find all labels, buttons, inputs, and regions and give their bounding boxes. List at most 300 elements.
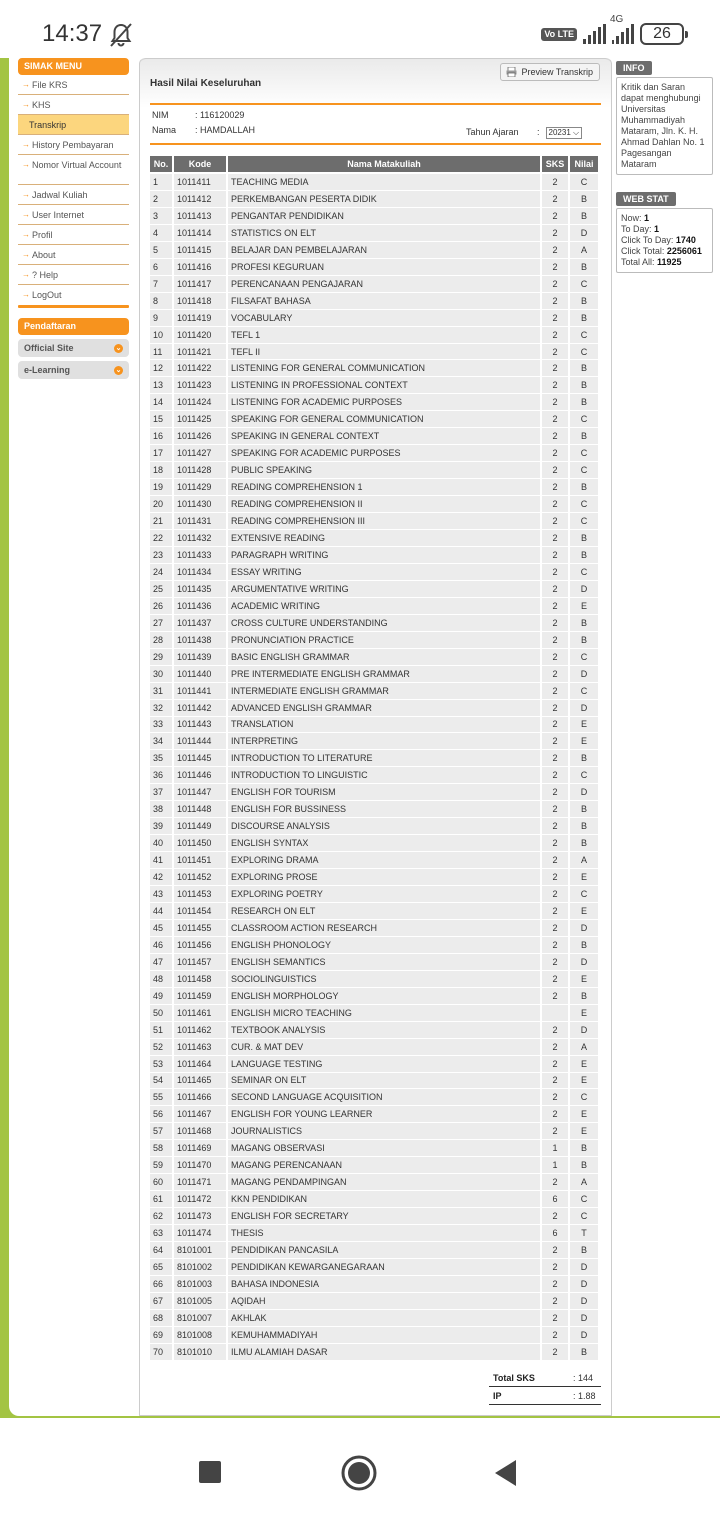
sidebar-item-label: KHS	[32, 100, 51, 110]
cell-sks: 2	[542, 632, 568, 649]
tahun-ajaran-select[interactable]: 20231 ⌵	[546, 127, 583, 139]
cell-sks: 6	[542, 1225, 568, 1242]
cell-nilai: B	[570, 835, 598, 852]
student-info	[152, 110, 255, 140]
table-row	[150, 1310, 598, 1327]
cell-nilai: E	[570, 598, 598, 615]
cell-sks: 2	[542, 191, 568, 208]
cell-kode: 1011428	[174, 462, 226, 479]
cell-kode: 1011438	[174, 632, 226, 649]
sidebar-item-label: About	[32, 250, 56, 260]
arrow-icon: →	[22, 100, 30, 109]
cell-kode: 8101007	[174, 1310, 226, 1327]
cell-kode: 1011424	[174, 394, 226, 411]
cell-no: 6	[150, 259, 172, 276]
cell-sks: 2	[542, 564, 568, 581]
cell-sks: 2	[542, 801, 568, 818]
cell-nama: MAGANG OBSERVASI	[228, 1140, 540, 1157]
cell-no: 62	[150, 1208, 172, 1225]
table-row	[150, 411, 598, 428]
volte-icon	[541, 28, 577, 41]
cell-nama: EXPLORING POETRY	[228, 886, 540, 903]
cell-no: 32	[150, 700, 172, 717]
table-row	[150, 1174, 598, 1191]
cell-sks: 2	[542, 1208, 568, 1225]
cell-no: 49	[150, 988, 172, 1005]
table-row	[150, 733, 598, 750]
home-button[interactable]	[340, 1454, 378, 1492]
sidebar-item-help[interactable]	[18, 265, 129, 285]
signal-icon-2	[612, 24, 634, 44]
cell-nilai: B	[570, 937, 598, 954]
cell-nilai: C	[570, 767, 598, 784]
arrow-icon: →	[22, 210, 30, 219]
table-row	[150, 666, 598, 683]
cell-kode: 1011417	[174, 276, 226, 293]
cell-sks: 2	[542, 1327, 568, 1344]
table-row	[150, 225, 598, 242]
cell-nilai: B	[570, 615, 598, 632]
table-row	[150, 717, 598, 734]
sidebar-item-label: Nomor Virtual Account	[32, 160, 122, 170]
cell-nama: ENGLISH MORPHOLOGY	[228, 988, 540, 1005]
cell-sks	[542, 1005, 568, 1022]
table-row	[150, 445, 598, 462]
cell-kode: 1011462	[174, 1022, 226, 1039]
cell-sks: 2	[542, 174, 568, 191]
stat-value: 2256061	[666, 246, 702, 256]
cell-no: 65	[150, 1259, 172, 1276]
cell-no: 38	[150, 801, 172, 818]
table-row	[150, 564, 598, 581]
cell-nama: ENGLISH FOR BUSSINESS	[228, 801, 540, 818]
cell-sks: 2	[542, 1106, 568, 1123]
cell-no: 40	[150, 835, 172, 852]
cell-no: 18	[150, 462, 172, 479]
cell-nilai: B	[570, 1242, 598, 1259]
cell-nilai: B	[570, 191, 598, 208]
cell-sks: 2	[542, 1022, 568, 1039]
stat-value: 1740	[675, 235, 696, 245]
cell-nama: VOCABULARY	[228, 310, 540, 327]
table-row	[150, 784, 598, 801]
battery-icon	[640, 23, 684, 45]
cell-kode: 1011454	[174, 903, 226, 920]
cell-nama: SECOND LANGUAGE ACQUISITION	[228, 1089, 540, 1106]
cell-nama: PENGANTAR PENDIDIKAN	[228, 208, 540, 225]
cell-nilai: B	[570, 530, 598, 547]
cell-sks: 2	[542, 649, 568, 666]
cell-nama: MAGANG PENDAMPINGAN	[228, 1174, 540, 1191]
cell-nama: DISCOURSE ANALYSIS	[228, 818, 540, 835]
cell-nama: INTERMEDIATE ENGLISH GRAMMAR	[228, 683, 540, 700]
table-row	[150, 954, 598, 971]
cell-nilai: E	[570, 869, 598, 886]
status-icons	[541, 14, 684, 48]
cell-nilai: E	[570, 1005, 598, 1022]
cell-nilai: E	[570, 1056, 598, 1073]
cell-nama: READING COMPREHENSION II	[228, 496, 540, 513]
cell-kode: 1011455	[174, 920, 226, 937]
cell-kode: 1011458	[174, 971, 226, 988]
cell-no: 29	[150, 649, 172, 666]
cell-kode: 1011442	[174, 700, 226, 717]
cell-kode: 1011448	[174, 801, 226, 818]
cell-nama: AKHLAK	[228, 1310, 540, 1327]
cell-no: 31	[150, 683, 172, 700]
cell-kode: 1011435	[174, 581, 226, 598]
table-row	[150, 1089, 598, 1106]
cell-kode: 1011433	[174, 547, 226, 564]
arrow-icon: →	[22, 290, 30, 299]
sidebar-item-transkrip[interactable]	[18, 115, 129, 135]
divider	[18, 305, 129, 308]
cell-sks: 2	[542, 1123, 568, 1140]
cell-nama: TEFL II	[228, 344, 540, 361]
cell-no: 70	[150, 1344, 172, 1361]
cell-nama: SEMINAR ON ELT	[228, 1073, 540, 1090]
nama-label: Nama	[152, 125, 177, 135]
cell-sks: 2	[542, 310, 568, 327]
cell-no: 21	[150, 513, 172, 530]
chevron-down-icon: ⌄	[115, 344, 122, 352]
cell-nilai: C	[570, 411, 598, 428]
cell-kode: 1011441	[174, 683, 226, 700]
back-button[interactable]	[494, 1459, 518, 1487]
cell-nilai: E	[570, 971, 598, 988]
cell-no: 11	[150, 344, 172, 361]
cell-no: 57	[150, 1123, 172, 1140]
cell-kode: 1011418	[174, 293, 226, 310]
cell-kode: 1011412	[174, 191, 226, 208]
cell-sks: 2	[542, 886, 568, 903]
cell-no: 2	[150, 191, 172, 208]
table-row	[150, 1157, 598, 1174]
cell-nama: ACADEMIC WRITING	[228, 598, 540, 615]
table-row	[150, 1022, 598, 1039]
cell-kode: 8101001	[174, 1242, 226, 1259]
cell-no: 10	[150, 327, 172, 344]
cell-kode: 1011431	[174, 513, 226, 530]
cell-nama: AQIDAH	[228, 1293, 540, 1310]
network-signal	[610, 14, 634, 44]
battery-level: 26	[653, 25, 671, 42]
cell-no: 35	[150, 750, 172, 767]
button-label: e-Learning	[24, 365, 71, 375]
cell-nama: TEXTBOOK ANALYSIS	[228, 1022, 540, 1039]
cell-nama: KEMUHAMMADIYAH	[228, 1327, 540, 1344]
stat-total-all	[621, 257, 708, 268]
table-row	[150, 1191, 598, 1208]
cell-nilai: B	[570, 988, 598, 1005]
preview-transkrip-button[interactable]	[500, 63, 600, 81]
cell-no: 15	[150, 411, 172, 428]
cell-sks: 2	[542, 988, 568, 1005]
cell-sks: 2	[542, 411, 568, 428]
cell-no: 34	[150, 733, 172, 750]
sidebar-item-about[interactable]	[18, 245, 129, 265]
cell-nama: ENGLISH SYNTAX	[228, 835, 540, 852]
table-row	[150, 971, 598, 988]
cell-nilai: D	[570, 954, 598, 971]
cell-sks: 2	[542, 225, 568, 242]
cell-no: 39	[150, 818, 172, 835]
table-row	[150, 259, 598, 276]
sidebar-item-profil[interactable]	[18, 225, 129, 245]
stat-label: To Day:	[621, 224, 655, 234]
arrow-icon: →	[22, 80, 30, 89]
sidebar-title: SIMAK MENU	[18, 58, 129, 75]
cell-sks: 2	[542, 733, 568, 750]
cell-no: 16	[150, 428, 172, 445]
cell-sks: 2	[542, 1293, 568, 1310]
ip-label: IP	[493, 1390, 502, 1401]
cell-kode: 1011463	[174, 1039, 226, 1056]
network-type: 4G	[610, 14, 624, 25]
button-label: Official Site	[24, 343, 74, 353]
cell-nilai: D	[570, 581, 598, 598]
table-row	[150, 1276, 598, 1293]
e-learning-button[interactable]	[18, 361, 129, 379]
main-panel	[139, 58, 612, 1416]
volte-label: Vo LTE	[544, 28, 574, 39]
cell-kode: 1011450	[174, 835, 226, 852]
clock: 14:37	[42, 20, 103, 47]
cell-no: 5	[150, 242, 172, 259]
cell-kode: 1011414	[174, 225, 226, 242]
official-site-button[interactable]	[18, 339, 129, 357]
cell-kode: 1011434	[174, 564, 226, 581]
cell-sks: 2	[542, 852, 568, 869]
cell-nilai: C	[570, 462, 598, 479]
cell-sks: 2	[542, 344, 568, 361]
cell-nilai: C	[570, 174, 598, 191]
sidebar-section-pendaftaran[interactable]: Pendaftaran	[18, 318, 129, 335]
cell-nilai: D	[570, 1293, 598, 1310]
cell-no: 67	[150, 1293, 172, 1310]
cell-nama: SPEAKING FOR ACADEMIC PURPOSES	[228, 445, 540, 462]
cell-sks: 2	[542, 903, 568, 920]
cell-nama: BELAJAR DAN PEMBELAJARAN	[228, 242, 540, 259]
table-row	[150, 903, 598, 920]
cell-no: 61	[150, 1191, 172, 1208]
cell-kode: 1011421	[174, 344, 226, 361]
cell-kode: 1011461	[174, 1005, 226, 1022]
cell-nilai: C	[570, 1191, 598, 1208]
cell-sks: 2	[542, 530, 568, 547]
cell-no: 23	[150, 547, 172, 564]
table-header-row	[150, 156, 598, 174]
cell-no: 44	[150, 903, 172, 920]
recents-button[interactable]	[199, 1461, 221, 1483]
cell-nilai: D	[570, 1259, 598, 1276]
table-row	[150, 344, 598, 361]
cell-kode: 1011473	[174, 1208, 226, 1225]
cell-nilai: B	[570, 801, 598, 818]
ip-value: : 1.88	[573, 1390, 596, 1401]
cell-nama: ENGLISH SEMANTICS	[228, 954, 540, 971]
cell-no: 13	[150, 377, 172, 394]
table-row	[150, 513, 598, 530]
signal-icon	[583, 24, 606, 44]
arrow-icon: →	[22, 140, 30, 149]
divider	[150, 103, 601, 105]
notifications-off-icon	[108, 22, 134, 48]
table-row	[150, 1327, 598, 1344]
cell-sks: 2	[542, 428, 568, 445]
cell-sks: 2	[542, 1056, 568, 1073]
cell-no: 37	[150, 784, 172, 801]
cell-nama: PROFESI KEGURUAN	[228, 259, 540, 276]
cell-nilai: E	[570, 717, 598, 734]
cell-sks: 2	[542, 1276, 568, 1293]
cell-kode: 1011423	[174, 377, 226, 394]
cell-no: 60	[150, 1174, 172, 1191]
cell-sks: 2	[542, 835, 568, 852]
cell-no: 59	[150, 1157, 172, 1174]
cell-sks: 2	[542, 377, 568, 394]
cell-sks: 2	[542, 1039, 568, 1056]
cell-no: 53	[150, 1056, 172, 1073]
total-sks-row	[489, 1369, 601, 1387]
cell-no: 1	[150, 174, 172, 191]
cell-no: 25	[150, 581, 172, 598]
sidebar-item-label: LogOut	[32, 290, 62, 300]
cell-nama: ENGLISH MICRO TEACHING	[228, 1005, 540, 1022]
cell-nilai: B	[570, 310, 598, 327]
cell-nilai: C	[570, 1208, 598, 1225]
cell-nilai: C	[570, 276, 598, 293]
col-no: No.	[150, 156, 172, 174]
cell-no: 50	[150, 1005, 172, 1022]
cell-nama: INTRODUCTION TO LITERATURE	[228, 750, 540, 767]
cell-nilai: B	[570, 377, 598, 394]
sidebar-item-nomor-virtual-account[interactable]	[18, 155, 129, 185]
cell-no: 43	[150, 886, 172, 903]
cell-sks: 2	[542, 750, 568, 767]
cell-kode: 1011452	[174, 869, 226, 886]
cell-nilai: A	[570, 852, 598, 869]
cell-nama: READING COMPREHENSION III	[228, 513, 540, 530]
cell-kode: 1011432	[174, 530, 226, 547]
cell-nilai: B	[570, 428, 598, 445]
sidebar-item-user-internet[interactable]	[18, 205, 129, 225]
tahun-colon: :	[537, 127, 540, 137]
stat-value: 1	[654, 224, 660, 234]
cell-nama: BAHASA INDONESIA	[228, 1276, 540, 1293]
cell-sks: 2	[542, 954, 568, 971]
cell-no: 7	[150, 276, 172, 293]
cell-nilai: B	[570, 479, 598, 496]
table-row	[150, 1106, 598, 1123]
cell-nilai: D	[570, 784, 598, 801]
table-row	[150, 1344, 598, 1361]
cell-nilai: D	[570, 225, 598, 242]
cell-kode: 1011474	[174, 1225, 226, 1242]
cell-kode: 1011456	[174, 937, 226, 954]
cell-nilai: E	[570, 903, 598, 920]
cell-kode: 1011422	[174, 360, 226, 377]
cell-sks: 2	[542, 547, 568, 564]
cell-sks: 2	[542, 394, 568, 411]
cell-nilai: D	[570, 1310, 598, 1327]
cell-kode: 1011453	[174, 886, 226, 903]
cell-nilai: E	[570, 1073, 598, 1090]
cell-nilai: B	[570, 360, 598, 377]
cell-nilai: C	[570, 496, 598, 513]
sidebar-item-khs[interactable]	[18, 95, 129, 115]
cell-no: 33	[150, 717, 172, 734]
table-row	[150, 428, 598, 445]
cell-kode: 1011436	[174, 598, 226, 615]
table-row	[150, 242, 598, 259]
cell-kode: 1011468	[174, 1123, 226, 1140]
sidebar-item-file-krs[interactable]	[18, 75, 129, 95]
cell-nama: PARAGRAPH WRITING	[228, 547, 540, 564]
arrow-icon: →	[22, 190, 30, 199]
cell-nilai: D	[570, 1276, 598, 1293]
cell-no: 52	[150, 1039, 172, 1056]
cell-nama: INTERPRETING	[228, 733, 540, 750]
webstat-box	[616, 208, 713, 273]
cell-nilai: B	[570, 1344, 598, 1361]
cell-kode: 1011470	[174, 1157, 226, 1174]
cell-nilai: C	[570, 445, 598, 462]
cell-sks: 2	[542, 327, 568, 344]
cell-nilai: D	[570, 700, 598, 717]
cell-nama: JOURNALISTICS	[228, 1123, 540, 1140]
table-row	[150, 835, 598, 852]
table-row	[150, 293, 598, 310]
cell-nilai: B	[570, 750, 598, 767]
cell-nama: PRE INTERMEDIATE ENGLISH GRAMMAR	[228, 666, 540, 683]
cell-no: 9	[150, 310, 172, 327]
cell-sks: 2	[542, 208, 568, 225]
status-bar	[0, 0, 720, 58]
cell-nama: THESIS	[228, 1225, 540, 1242]
grades-table	[148, 156, 600, 1361]
cell-kode: 1011459	[174, 988, 226, 1005]
cell-nama: LISTENING FOR ACADEMIC PURPOSES	[228, 394, 540, 411]
cell-nama: CUR. & MAT DEV	[228, 1039, 540, 1056]
cell-nama: SPEAKING IN GENERAL CONTEXT	[228, 428, 540, 445]
cell-no: 63	[150, 1225, 172, 1242]
cell-no: 4	[150, 225, 172, 242]
cell-nilai: E	[570, 1123, 598, 1140]
sidebar-item-logout[interactable]	[18, 285, 129, 304]
table-row	[150, 818, 598, 835]
sidebar-item-label: History Pembayaran	[32, 140, 114, 150]
sidebar-item-history-pembayaran[interactable]	[18, 135, 129, 155]
cell-kode: 1011420	[174, 327, 226, 344]
cell-nama: PUBLIC SPEAKING	[228, 462, 540, 479]
total-sks-label: Total SKS	[493, 1372, 535, 1383]
col-nilai: Nilai	[570, 156, 598, 174]
cell-nama: EXPLORING DRAMA	[228, 852, 540, 869]
cell-kode: 1011440	[174, 666, 226, 683]
cell-kode: 1011413	[174, 208, 226, 225]
sidebar-item-jadwal-kuliah[interactable]	[18, 185, 129, 205]
cell-nama: TRANSLATION	[228, 717, 540, 734]
cell-sks: 2	[542, 259, 568, 276]
cell-kode: 1011465	[174, 1073, 226, 1090]
cell-nilai: C	[570, 564, 598, 581]
cell-nama: INTRODUCTION TO LINGUISTIC	[228, 767, 540, 784]
table-row	[150, 632, 598, 649]
nim-value: : 116120029	[195, 110, 245, 120]
cell-sks: 2	[542, 615, 568, 632]
cell-kode: 1011411	[174, 174, 226, 191]
